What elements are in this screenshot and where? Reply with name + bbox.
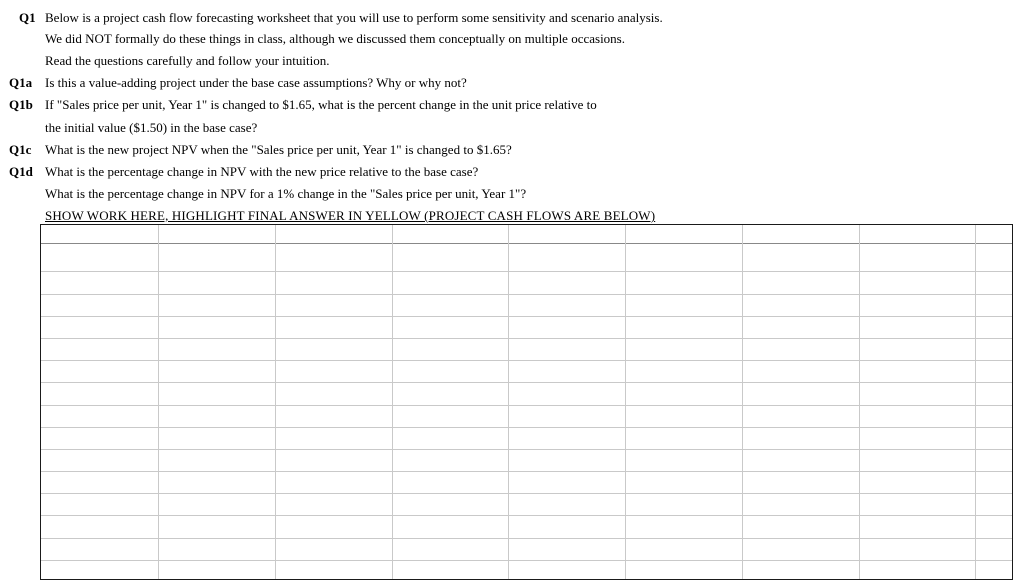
grid-row-line [41,338,1012,339]
grid-row-line [41,493,1012,494]
question-text: the initial value ($1.50) in the base case? [45,120,258,135]
question-label: Q1d [9,164,33,179]
work-area-banner: SHOW WORK HERE, HIGHLIGHT FINAL ANSWER IN YELLOW (PROJECT CASH FLOWS ARE BELOW) [45,208,656,223]
grid-column-line [975,225,976,579]
grid-row-line [41,405,1012,406]
grid-column-line [742,225,743,579]
question-text: What is the percentage change in NPV with the new price relative to the base case? [45,164,479,179]
grid-column-line [392,225,393,579]
grid-row-line [41,243,1012,244]
grid-row-line [41,449,1012,450]
grid-row-line [41,271,1012,272]
question-text: What is the new project NPV when the "Sales price per unit, Year 1" is changed to $1.65? [45,142,512,157]
question-text: If "Sales price per unit, Year 1" is changed to $1.65, what is the percent change in the unit price relative to [45,97,597,112]
grid-row-line [41,515,1012,516]
question-text: What is the percentage change in NPV for a 1% change in the "Sales price per unit, Year 1"? [45,186,527,201]
grid-column-line [275,225,276,579]
question-text: Is this a value-adding project under the base case assumptions? Why or why not? [45,75,467,90]
grid-column-line [158,225,159,579]
grid-row-line [41,360,1012,361]
grid-row-line [41,538,1012,539]
question-text: Below is a project cash flow forecasting worksheet that you will use to perform some sensitivity and scenario analysis. [45,10,663,25]
grid-row-line [41,294,1012,295]
grid-row-line [41,560,1012,561]
question-label: Q1 [19,10,36,25]
grid-row-line [41,427,1012,428]
question-label: Q1a [9,75,33,90]
grid-column-line [859,225,860,579]
question-text: Read the questions carefully and follow your intuition. [45,53,330,68]
grid-column-line [508,225,509,579]
work-grid[interactable] [40,224,1013,580]
question-label: Q1b [9,97,33,112]
grid-column-line [625,225,626,579]
question-text: We did NOT formally do these things in class, although we discussed them conceptually on multiple occasions. [45,31,625,46]
grid-row-line [41,471,1012,472]
grid-row-line [41,382,1012,383]
question-label: Q1c [9,142,32,157]
grid-row-line [41,316,1012,317]
